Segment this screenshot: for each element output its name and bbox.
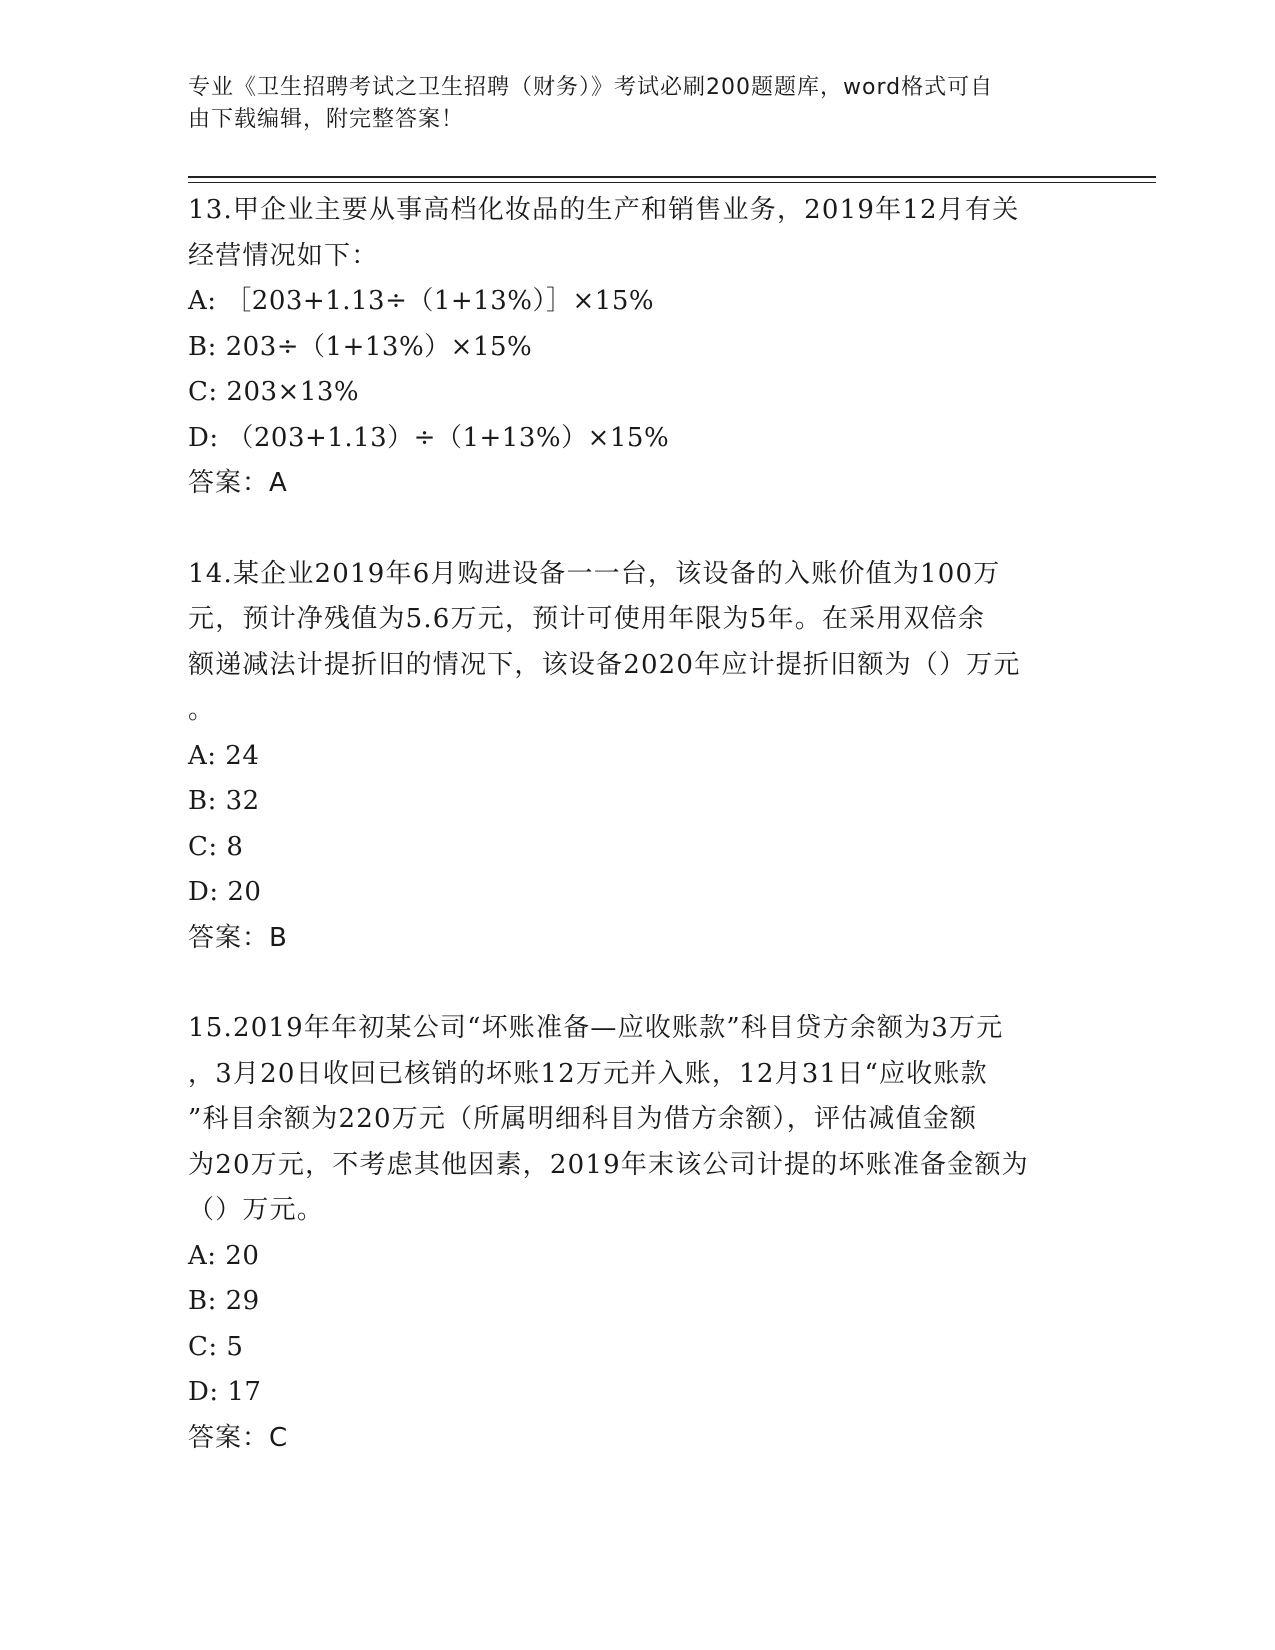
header-line-2: 由下载编辑，附完整答案！: [188, 107, 465, 132]
header-divider-thick: [188, 176, 1156, 178]
question-text-line: 为20万元，不考虑其他因素，2019年末该公司计提的坏账准备金额为: [188, 1149, 1029, 1180]
answer-label: 答案：B: [188, 922, 288, 953]
header-line-1: 专业《卫生招聘考试之卫生招聘（财务）》考试必刷200题题库，word格式可自: [188, 75, 994, 100]
option-c: C: 5: [188, 1331, 244, 1362]
option-b: B: 29: [188, 1286, 260, 1316]
question-text-line: ”科目余额为220万元（所属明细科目为借方余额），评估减值金额: [188, 1104, 978, 1134]
question-text-line: 15.2019年年初某公司“坏账准备—应收账款”科目贷方余额为3万元: [188, 1013, 1004, 1043]
question-text-line: 额递减法计提折旧的情况下，该设备2020年应计提折旧额为（）万元: [188, 649, 1021, 680]
option-d: D: 20: [188, 877, 262, 907]
question-text-line: 13.甲企业主要从事高档化妆品的生产和销售业务，2019年12月有关: [188, 195, 1020, 225]
question-spacer: [188, 507, 1088, 552]
question-text-line: 元，预计净残值为5.6万元，预计可使用年限为5年。在采用双倍余: [188, 604, 986, 634]
option-b: B: 32: [188, 786, 260, 816]
question-14: [188, 552, 1088, 962]
question-text-line: 14.某企业2019年6月购进设备一一台，该设备的入账价值为100万: [188, 558, 1001, 589]
option-d: D: 17: [188, 1377, 262, 1407]
question-13: [188, 188, 1088, 507]
question-spacer: [188, 961, 1088, 1006]
header-divider-thin: [188, 182, 1156, 183]
option-a: A: 20: [188, 1240, 260, 1271]
question-list: [188, 188, 1088, 1461]
question-text-line: 经营情况如下：: [188, 240, 379, 271]
answer-label: 答案：A: [188, 468, 288, 498]
option-c: C: 8: [188, 831, 244, 862]
document-header: [188, 72, 1068, 136]
option-b: B: 203÷（1+13%）×15%: [188, 331, 533, 362]
question-15: [188, 1006, 1088, 1461]
question-text-line: （）万元。: [188, 1195, 325, 1225]
option-a: A: 24: [188, 740, 260, 771]
option-c: C: 203×13%: [188, 377, 360, 407]
answer-label: 答案：C: [188, 1422, 289, 1453]
option-d: D: （203+1.13）÷（1+13%）×15%: [188, 422, 670, 453]
option-a: A: ［203+1.13÷（1+13%）］×15%: [188, 286, 655, 316]
question-text-line: 。: [188, 695, 216, 725]
question-text-line: ，3月20日收回已核销的坏账12万元并入账，12月31日“应收账款: [188, 1058, 988, 1089]
